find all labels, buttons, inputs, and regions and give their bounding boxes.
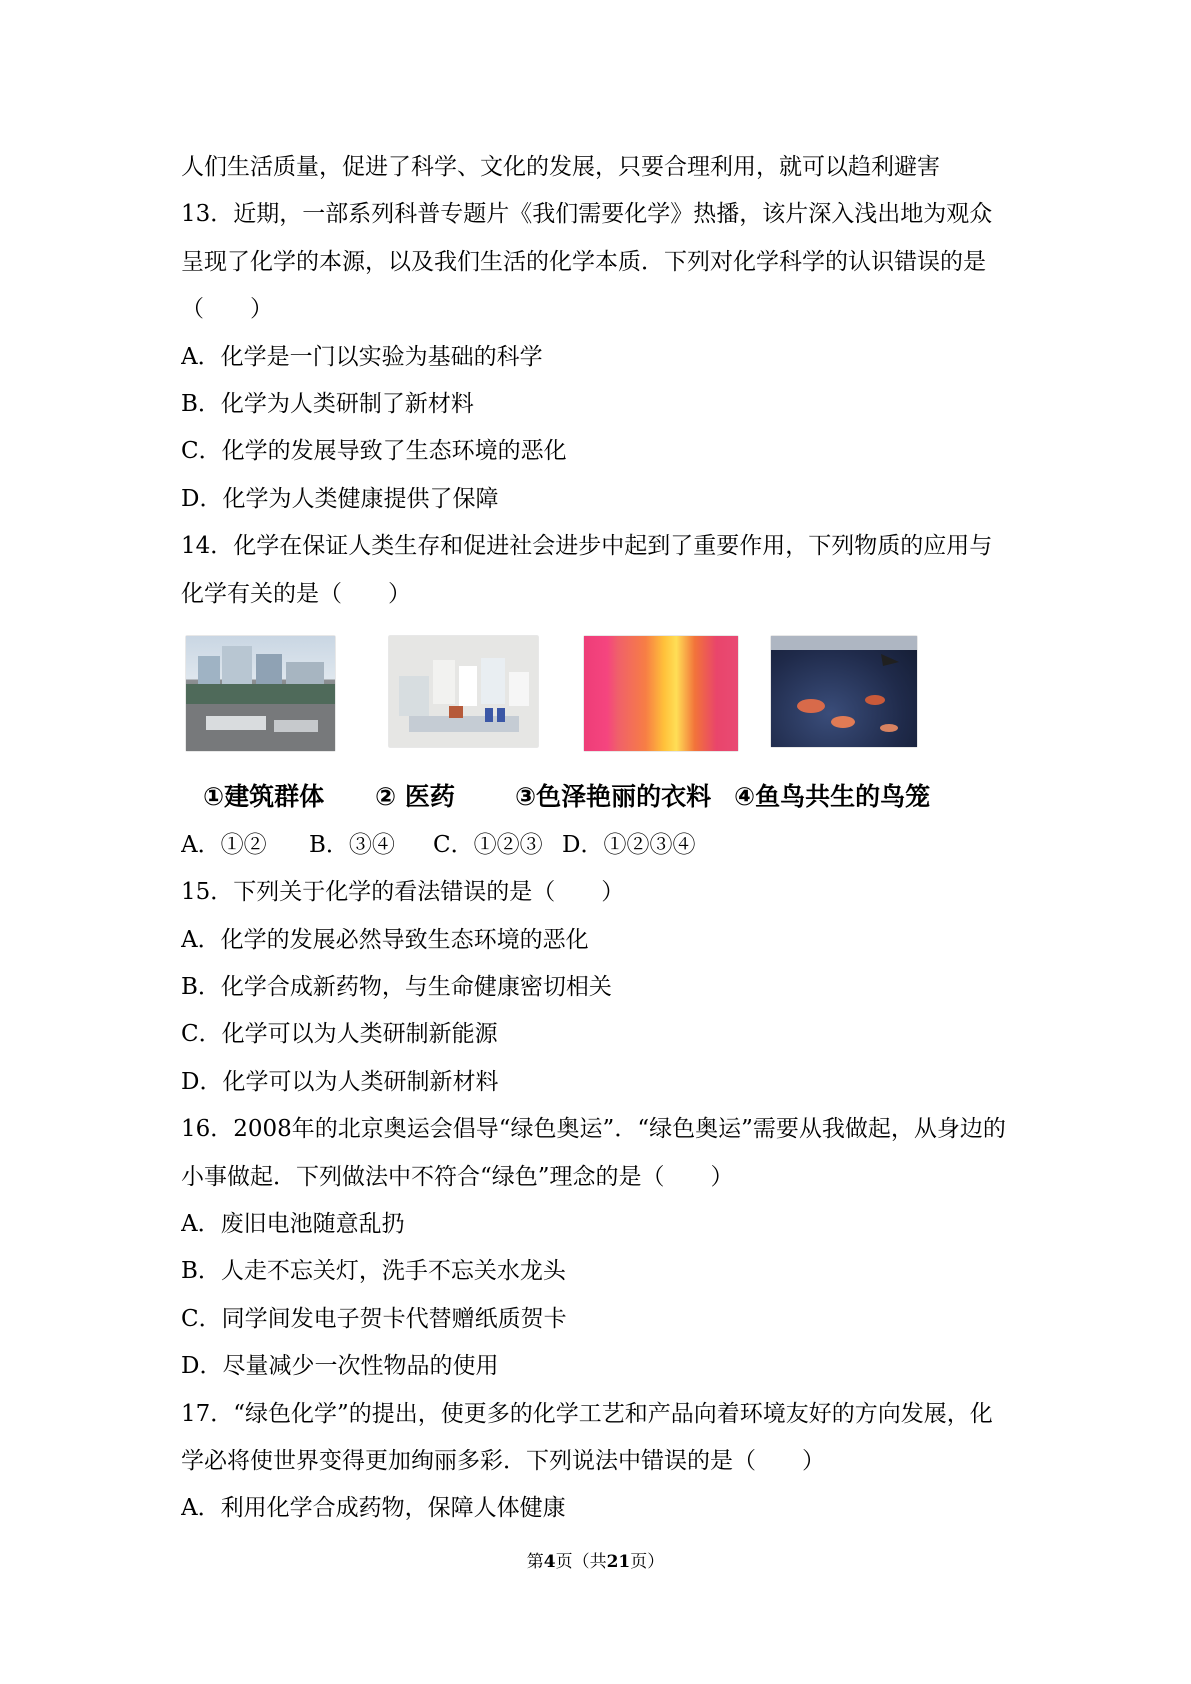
footer-suffix: 页） [630,1552,665,1572]
question-14-images [181,626,1021,772]
question-14-options [181,822,1021,869]
question-16-stem: 小事做起．下列做法中不符合“绿色”理念的是（ ） [181,1163,734,1190]
footer-prefix: 第 [526,1552,544,1572]
footer-middle: 页（共 [555,1552,607,1572]
option-c: C．同学间发电子贺卡代替赠纸质贺卡 [181,1305,567,1332]
question-17-stem: 学必将使世界变得更加绚丽多彩．下列说法中错误的是（ ） [181,1447,825,1474]
option-a: A．化学的发展必然导致生态环境的恶化 [181,926,589,953]
footer-total-pages: 21 [606,1552,631,1572]
option-d: D．①②③④ [562,831,696,858]
option-d: D．化学可以为人类研制新材料 [181,1068,499,1095]
answer-blank: （ ） [181,296,273,323]
caption-building: ①建筑群体 [203,781,325,811]
page-footer [0,1547,1191,1572]
option-b: B．化学合成新药物，与生命健康密切相关 [181,974,612,1001]
question-13-stem: 呈现了化学的本源，以及我们生活的化学本质．下列对化学科学的认识错误的是 [181,248,986,275]
question-14-stem: 化学有关的是（ ） [181,580,411,607]
question-16-stem: 16．2008年的北京奥运会倡导“绿色奥运”．“绿色奥运”需要从我做起，从身边的 [181,1116,1006,1143]
question-15-stem: 15．下列关于化学的看法错误的是（ ） [181,879,625,906]
option-d: D．化学为人类健康提供了保障 [181,485,499,512]
option-a: A．①② [181,831,267,858]
option-d: D．尽量减少一次性物品的使用 [181,1353,499,1380]
question-17-stem: 17．“绿色化学”的提出，使更多的化学工艺和产品向着环境友好的方向发展，化 [181,1400,993,1427]
option-c: C．化学的发展导致了生态环境的恶化 [181,438,567,465]
fish-photo [771,636,917,747]
option-a: A．废旧电池随意乱扔 [181,1211,405,1238]
caption-fabric: ③色泽艳丽的衣料 [515,781,712,811]
option-b: B．化学为人类研制了新材料 [181,390,474,417]
option-a: A．化学是一门以实验为基础的科学 [181,343,543,370]
fabric-photo [584,636,738,751]
page-content [181,144,1021,1533]
option-b: B．③④ [309,831,395,858]
option-a: A．利用化学合成药物，保障人体健康 [181,1495,566,1522]
medicine-photo [389,636,538,747]
option-c: C．①②③ [433,831,543,858]
building-photo [186,636,335,751]
option-b: B．人走不忘关灯，洗手不忘关水龙头 [181,1258,566,1285]
caption-birdcage: ④鱼鸟共生的鸟笼 [734,781,931,811]
footer-page-number: 4 [543,1552,556,1572]
text-line: 人们生活质量，促进了科学、文化的发展，只要合理利用，就可以趋利避害 [181,154,940,180]
option-c: C．化学可以为人类研制新能源 [181,1021,498,1048]
caption-medicine: ② 医药 [375,781,455,811]
question-13-stem: 13．近期，一部系列科普专题片《我们需要化学》热播，该片深入浅出地为观众 [181,201,993,228]
question-14-stem: 14．化学在保证人类生存和促进社会进步中起到了重要作用，下列物质的应用与 [181,533,993,560]
image-captions [181,772,1021,822]
